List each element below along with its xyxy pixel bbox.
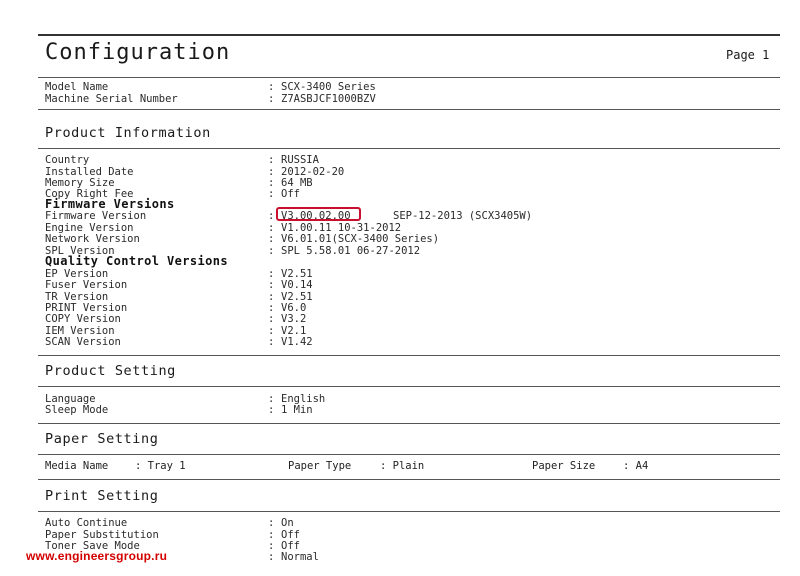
field-value: Z7ASBJCF1000BZV <box>281 93 376 105</box>
quality-row <box>45 313 775 325</box>
field-label: Language <box>45 393 96 405</box>
field-colon: : <box>268 291 275 303</box>
field-label: Toner Save Mode <box>45 540 140 552</box>
divider <box>38 511 780 512</box>
field-colon: : <box>268 540 275 552</box>
field-label: SCAN Version <box>45 336 121 348</box>
field-label: Copy Right Fee <box>45 188 134 200</box>
field-colon: : <box>268 279 275 291</box>
field-label: Network Version <box>45 233 140 245</box>
divider <box>38 109 780 110</box>
watermark: www.engineersgroup.ru <box>26 549 168 563</box>
field-label: Machine Serial Number <box>45 93 178 105</box>
section-title-product-information: Product Information <box>45 125 211 141</box>
divider <box>38 386 780 387</box>
paper-setting-row <box>45 460 775 472</box>
field-colon: : <box>268 166 275 178</box>
field-value: SCX-3400 Series <box>281 81 376 93</box>
field-label: Memory Size <box>45 177 115 189</box>
info-row <box>45 154 775 166</box>
field-label: Engine Version <box>45 222 134 234</box>
field-label: EP Version <box>45 268 109 280</box>
field-value: RUSSIA <box>281 154 319 166</box>
paper-size-value: : A4 <box>623 460 649 472</box>
section-title-print-setting: Print Setting <box>45 488 159 504</box>
field-value: V3.00.02.00 <box>281 210 351 222</box>
field-value: V1.00.11 10-31-2012 <box>281 222 402 234</box>
field-colon: : <box>268 336 275 348</box>
field-colon: : <box>268 517 275 529</box>
quality-row <box>45 279 775 291</box>
field-label: Sleep Mode <box>45 404 109 416</box>
field-label: IEM Version <box>45 325 115 337</box>
field-label: Model Name <box>45 81 109 93</box>
field-value: V2.1 <box>281 325 307 337</box>
field-colon: : <box>268 529 275 541</box>
field-value: Normal <box>281 551 319 563</box>
section-title-product-setting: Product Setting <box>45 363 176 379</box>
field-colon: : <box>268 268 275 280</box>
field-label: Paper Substitution <box>45 529 159 541</box>
group-title-firmware: Firmware Versions <box>45 197 175 211</box>
field-label: Country <box>45 154 90 166</box>
group-title-quality-control: Quality Control Versions <box>45 254 228 268</box>
field-extra: SEP-12-2013 (SCX3405W) <box>393 210 533 222</box>
field-colon: : <box>268 233 275 245</box>
field-colon: : <box>268 177 275 189</box>
field-label: TR Version <box>45 291 109 303</box>
field-colon: : <box>268 393 275 405</box>
divider <box>38 77 780 78</box>
field-value: V2.51 <box>281 268 313 280</box>
page-number: Page 1 <box>726 48 770 62</box>
field-value: Off <box>281 529 300 541</box>
field-value: V3.2 <box>281 313 307 325</box>
field-colon: : <box>268 325 275 337</box>
divider <box>38 355 780 356</box>
paper-size-label: Paper Size <box>532 460 596 472</box>
field-value: V6.0 <box>281 302 307 314</box>
field-value: Off <box>281 540 300 552</box>
media-name-value: : Tray 1 <box>135 460 186 472</box>
field-colon: : <box>268 551 275 563</box>
media-name-label: Media Name <box>45 460 109 472</box>
field-colon: : <box>268 188 275 200</box>
field-value: V2.51 <box>281 291 313 303</box>
field-colon: : <box>268 93 275 105</box>
field-value: On <box>281 517 294 529</box>
firmware-highlight-box <box>276 207 361 221</box>
field-label: Installed Date <box>45 166 134 178</box>
field-colon: : <box>268 302 275 314</box>
field-label: Firmware Version <box>45 210 147 222</box>
machine-row-serial <box>45 93 775 105</box>
divider <box>38 148 780 149</box>
page-title: Configuration <box>45 40 231 65</box>
print-setting-row <box>45 517 775 529</box>
field-value: V1.42 <box>281 336 313 348</box>
divider <box>38 479 780 480</box>
paper-type-label: Paper Type <box>288 460 352 472</box>
firmware-row <box>45 210 775 222</box>
field-colon: : <box>268 404 275 416</box>
field-label: Fuser Version <box>45 279 128 291</box>
field-value: SPL 5.58.01 06-27-2012 <box>281 245 421 257</box>
field-colon: : <box>268 210 275 222</box>
field-value: English <box>281 393 326 405</box>
field-label: COPY Version <box>45 313 121 325</box>
divider <box>38 454 780 455</box>
field-colon: : <box>268 222 275 234</box>
paper-type-value: : Plain <box>380 460 425 472</box>
divider <box>38 423 780 424</box>
field-value: 1 Min <box>281 404 313 416</box>
machine-row-model <box>45 81 775 93</box>
field-label: PRINT Version <box>45 302 128 314</box>
field-value: Off <box>281 188 300 200</box>
top-border <box>38 34 780 36</box>
field-colon: : <box>268 81 275 93</box>
firmware-row <box>45 233 775 245</box>
field-value: 2012-02-20 <box>281 166 345 178</box>
field-label: SPL Version <box>45 245 115 257</box>
field-label: Auto Continue <box>45 517 128 529</box>
field-value: V6.01.01(SCX-3400 Series) <box>281 233 440 245</box>
field-value: V0.14 <box>281 279 313 291</box>
field-colon: : <box>268 245 275 257</box>
quality-row <box>45 336 775 348</box>
field-colon: : <box>268 313 275 325</box>
field-colon: : <box>268 154 275 166</box>
field-value: 64 MB <box>281 177 313 189</box>
setting-row <box>45 404 775 416</box>
section-title-paper-setting: Paper Setting <box>45 431 159 447</box>
